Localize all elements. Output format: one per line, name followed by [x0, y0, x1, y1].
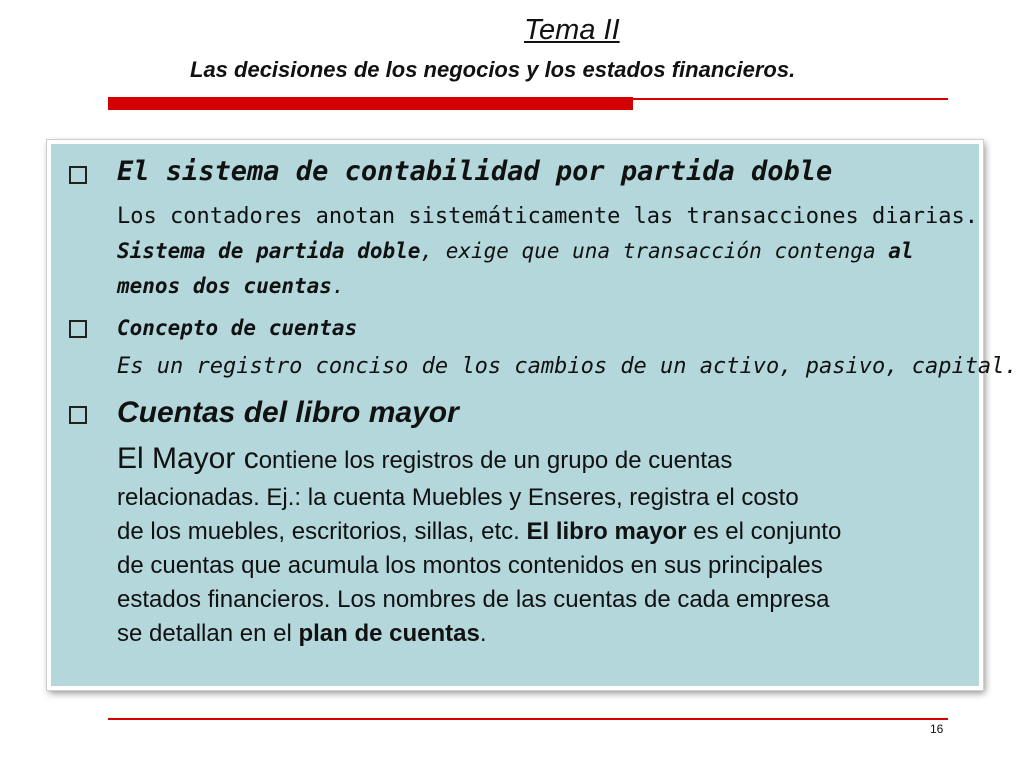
bullet-square-icon [69, 320, 87, 338]
section1-line2-end: al [888, 239, 914, 263]
section3-line6-bold: plan de cuentas [298, 620, 480, 647]
content-box [47, 140, 1018, 690]
section1-line2 [117, 239, 914, 263]
bullet-square-icon [69, 166, 87, 184]
section1-line2-rest: , exige que una transacción contenga [420, 239, 889, 263]
section3-line1-rest: ontiene los registros de un grupo de cuentas [258, 447, 733, 474]
slide-subtitle: Las decisiones de los negocios y los estados financieros. [190, 57, 796, 82]
section1-line2-bold: Sistema de partida doble [117, 239, 421, 263]
section3-line3-bold: El libro mayor [526, 518, 687, 545]
bullet-square-icon [69, 406, 87, 424]
section3-line6-pre: se detallan en el [117, 620, 299, 647]
section2-line1: Es un registro conciso de los cambios de un activo, pasivo, capital. [117, 354, 1018, 379]
section1-line1: Los contadores anotan sistemáticamente las transacciones diarias. [117, 204, 978, 229]
section3-line4: de cuentas que acumula los montos contenidos en sus principales [117, 552, 823, 579]
section3-line6-post: . [479, 620, 487, 647]
section3-line3-pre: de los muebles, escritorios, sillas, etc. [117, 518, 527, 545]
section3-heading: Cuentas del libro mayor [117, 396, 459, 429]
section3-line3-post: es el conjunto [686, 518, 842, 545]
footer-red-line [108, 718, 948, 720]
header-red-line [632, 98, 948, 100]
section3-line2: relacionadas. Ej.: la cuenta Muebles y Enseres, registra el costo [117, 484, 799, 511]
section3-line5: estados financieros. Los nombres de las cuentas de cada empresa [117, 586, 830, 613]
section1-line3-bold: menos dos cuentas [117, 274, 332, 298]
page-number: 16 [930, 722, 944, 736]
slide-title: Tema II [524, 14, 620, 46]
section1-line3 [117, 274, 345, 298]
header-red-bar [108, 97, 633, 110]
section2-heading: Concepto de cuentas [117, 316, 358, 340]
section3-line1 [117, 442, 732, 476]
section1-line3-end: . [331, 274, 345, 298]
section3-line6 [117, 620, 487, 648]
section1-heading: El sistema de contabilidad por partida doble [117, 156, 833, 187]
section3-line3 [117, 518, 841, 546]
section3-line1-big: El Mayor c [117, 442, 259, 475]
